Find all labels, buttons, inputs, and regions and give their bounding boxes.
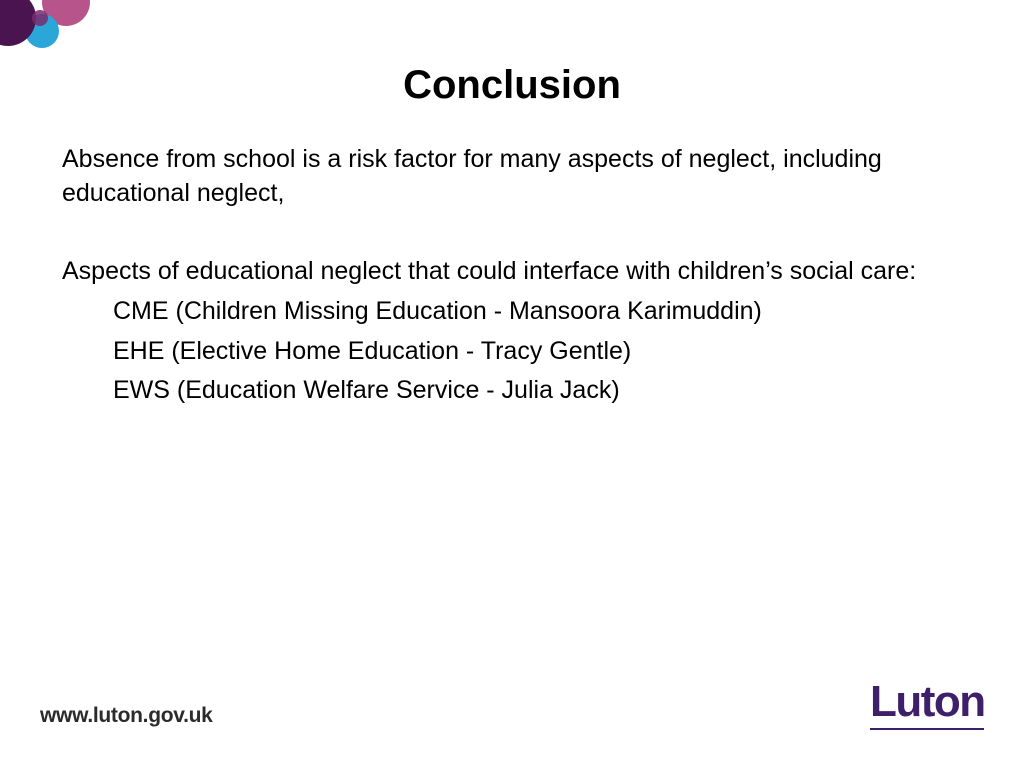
list-item-ews: EWS (Education Welfare Service - Julia Jack)	[113, 376, 620, 404]
decorative-circles-icon	[0, 0, 100, 60]
logo-underline	[870, 728, 984, 730]
luton-logo	[870, 678, 986, 730]
aspects-list	[62, 292, 962, 411]
list-item-cme: CME (Children Missing Education - Mansoora Karimuddin)	[113, 297, 762, 325]
paragraph-aspects: Aspects of educational neglect that could interface with children’s social care:	[62, 257, 917, 285]
footer-url: www.luton.gov.uk	[40, 704, 213, 727]
paragraph-absence: Absence from school is a risk factor for many aspects of neglect, including educational neglect,	[62, 145, 882, 207]
page-title: Conclusion	[403, 63, 621, 107]
list-item-ehe: EHE (Elective Home Education - Tracy Gentle)	[113, 336, 632, 365]
logo-text: Luton	[870, 677, 985, 726]
slide-body	[62, 142, 962, 411]
